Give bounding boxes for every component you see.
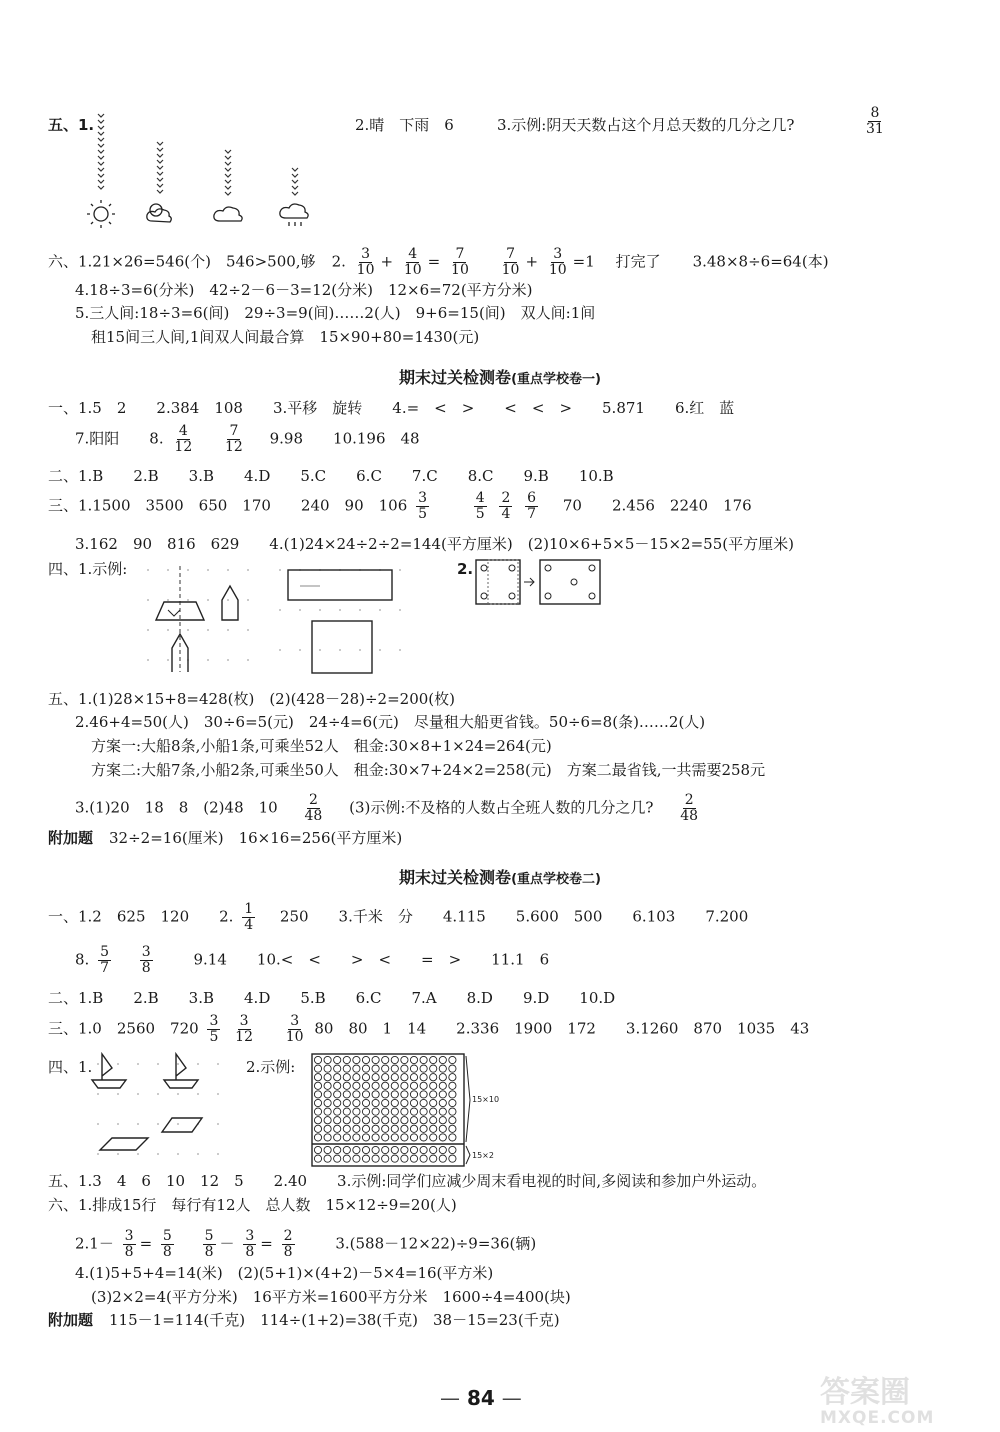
grid-circle xyxy=(391,1099,398,1106)
grid-circle xyxy=(324,1082,331,1089)
grid-circle xyxy=(324,1125,331,1132)
grid-circle xyxy=(372,1155,379,1162)
grid-circle xyxy=(420,1155,427,1162)
grid-circle xyxy=(439,1155,446,1162)
grid-label-1: 15×10 xyxy=(472,1095,500,1104)
grid-circle xyxy=(439,1117,446,1124)
grid-circle xyxy=(343,1117,350,1124)
grid-circle xyxy=(439,1134,446,1141)
grid-circle xyxy=(362,1082,369,1089)
section-5-label: 五、1. xyxy=(48,116,95,134)
grid-circle xyxy=(391,1065,398,1072)
grid-circle xyxy=(343,1108,350,1115)
grid-circle xyxy=(439,1099,446,1106)
grid-circle xyxy=(439,1125,446,1132)
grid-circle xyxy=(343,1082,350,1089)
grid-circle xyxy=(362,1125,369,1132)
grid-circle xyxy=(334,1134,341,1141)
grid-circle xyxy=(439,1065,446,1072)
grid-circle xyxy=(420,1065,427,1072)
grid-circle xyxy=(391,1155,398,1162)
grid-circle xyxy=(362,1108,369,1115)
exam2-part6-line1: 六、1.排成15行 每行有12人 总人数 15×12÷9=20(人) xyxy=(48,1196,457,1214)
grid-circle xyxy=(372,1056,379,1063)
grid-circle xyxy=(420,1117,427,1124)
grid-circle xyxy=(324,1056,331,1063)
grid-circle xyxy=(391,1108,398,1115)
grid-circle xyxy=(372,1091,379,1098)
grid-circle xyxy=(362,1074,369,1081)
grid-circle xyxy=(314,1099,321,1106)
grid-circle xyxy=(410,1099,417,1106)
grid-circle xyxy=(449,1146,456,1153)
q3-fraction: $\frac{8}{31}$ xyxy=(866,105,884,137)
grid-circle xyxy=(314,1134,321,1141)
grid-circle xyxy=(324,1134,331,1141)
grid-circle xyxy=(382,1082,389,1089)
grid-circle xyxy=(324,1108,331,1115)
grid-circle xyxy=(401,1117,408,1124)
grid-circle xyxy=(372,1117,379,1124)
exam2-part6-line3: 4.(1)5+5+4=14(米) (2)(5+1)×(4+2)－5×4=16(平方米) xyxy=(75,1264,494,1282)
grid-circle xyxy=(314,1125,321,1132)
exam2-part6-line4: (3)2×2=4(平方分米) 16平方米=1600平方分米 1600÷4=400(块) xyxy=(91,1288,571,1306)
exam2-boat-figure xyxy=(88,1052,248,1162)
grid-circle xyxy=(314,1117,321,1124)
grid-circle xyxy=(353,1146,360,1153)
exam1-part5-line3: 方案一:大船8条,小船1条,可乘坐52人 租金:30×8+1×24=264(元) xyxy=(91,737,552,755)
grid-circle xyxy=(362,1117,369,1124)
grid-circle xyxy=(420,1074,427,1081)
grid-circle xyxy=(382,1125,389,1132)
tick-column-2 xyxy=(157,142,163,193)
grid-circle xyxy=(401,1065,408,1072)
exam1-title: 期末过关检测卷(重点学校卷一) xyxy=(399,368,601,387)
grid-circle xyxy=(449,1125,456,1132)
grid-circle xyxy=(410,1117,417,1124)
grid-circle xyxy=(334,1091,341,1098)
grid-circle xyxy=(353,1155,360,1162)
grid-label-2: 15×2 xyxy=(472,1151,494,1160)
grid-circle xyxy=(334,1056,341,1063)
exam1-part1-line1: 一、1.5 2 2.384 108 3.平移 旋转 4.= < > < < > 5.871 6.红 蓝 xyxy=(48,399,735,417)
grid-circle xyxy=(439,1108,446,1115)
grid-circle xyxy=(449,1108,456,1115)
grid-circle xyxy=(314,1146,321,1153)
grid-circle xyxy=(449,1065,456,1072)
grid-circle xyxy=(382,1134,389,1141)
grid-circle xyxy=(353,1108,360,1115)
grid-circle xyxy=(391,1074,398,1081)
cloudy-icon xyxy=(214,207,242,221)
grid-circle xyxy=(449,1134,456,1141)
grid-circle xyxy=(430,1134,437,1141)
grid-circle xyxy=(430,1082,437,1089)
grid-circle xyxy=(401,1091,408,1098)
grid-circle xyxy=(420,1108,427,1115)
grid-circle xyxy=(430,1065,437,1072)
grid-circle xyxy=(362,1099,369,1106)
grid-circle xyxy=(382,1074,389,1081)
grid-circle xyxy=(353,1074,360,1081)
grid-circle xyxy=(324,1117,331,1124)
grid-circle xyxy=(410,1125,417,1132)
exam1-part4-q2-label: 2. xyxy=(457,560,474,578)
grid-circle xyxy=(382,1056,389,1063)
grid-circle xyxy=(353,1125,360,1132)
grid-circle xyxy=(334,1117,341,1124)
grid-circle xyxy=(382,1146,389,1153)
grid-circle xyxy=(334,1155,341,1162)
grid-circle xyxy=(382,1099,389,1106)
grid-circle xyxy=(449,1056,456,1063)
exam1-dice-figure xyxy=(474,558,604,608)
grid-circle xyxy=(420,1134,427,1141)
grid-circle xyxy=(410,1082,417,1089)
grid-circle xyxy=(401,1125,408,1132)
grid-circle xyxy=(343,1125,350,1132)
grid-circle xyxy=(372,1108,379,1115)
grid-circle xyxy=(430,1074,437,1081)
tick-column-3 xyxy=(225,150,231,195)
grid-circle xyxy=(430,1125,437,1132)
grid-circle xyxy=(324,1099,331,1106)
grid-circle xyxy=(314,1155,321,1162)
grid-circle xyxy=(343,1146,350,1153)
exam1-part3-line1: 三、1.1500 3500 650 170 240 90 106 $\frac{3}{5}$ $\frac{4}{5}$ $\frac{2}{4}$ $\frac{6}{7}$ 70 2.456 2240 176 xyxy=(48,490,752,522)
weather-chart xyxy=(80,108,340,233)
grid-circle xyxy=(314,1065,321,1072)
grid-circle xyxy=(430,1117,437,1124)
exam2-part3: 三、1.0 2560 720 $\frac{3}{5}$ $\frac{3}{12}$ $\frac{3}{10}$ 80 80 1 14 2.336 1900 172 3.1260 870 1035 43 xyxy=(48,1013,810,1045)
grid-circle xyxy=(391,1091,398,1098)
exam1-part1-line2: 7.阳阳 8. $\frac{4}{12}$ $\frac{7}{12}$ 9.98 10.196 48 xyxy=(75,423,420,455)
grid-circle xyxy=(334,1146,341,1153)
grid-circle xyxy=(343,1091,350,1098)
grid-circle xyxy=(314,1082,321,1089)
grid-circle xyxy=(420,1099,427,1106)
section-5-q3: 3.示例:阴天天数占这个月总天数的几分之几? xyxy=(497,116,795,134)
grid-circle xyxy=(353,1082,360,1089)
grid-circle xyxy=(391,1134,398,1141)
grid-circle xyxy=(391,1146,398,1153)
watermark-logo: 答案圈 MXQE.COM xyxy=(820,1375,935,1428)
grid-circle xyxy=(334,1108,341,1115)
grid-circle xyxy=(420,1082,427,1089)
grid-circle xyxy=(391,1082,398,1089)
grid-circle xyxy=(410,1134,417,1141)
grid-circle xyxy=(324,1091,331,1098)
grid-circle xyxy=(439,1091,446,1098)
grid-circle xyxy=(382,1065,389,1072)
exam2-part2: 二、1.B 2.B 3.B 4.D 5.B 6.C 7.A 8.D 9.D 10.D xyxy=(48,989,616,1007)
exam2-bonus: 附加题 115－1=114(千克) 114÷(1+2)=38(千克) 38－15=23(千克) xyxy=(48,1311,560,1329)
grid-circle xyxy=(401,1074,408,1081)
section-6-line3: 5.三人间:18÷3=6(间) 29÷3=9(间)……2(人) 9+6=15(间) 双人间:1间 xyxy=(75,304,596,322)
grid-circle xyxy=(372,1134,379,1141)
grid-circle xyxy=(314,1108,321,1115)
exam1-part5-line2: 2.46+4=50(人) 30÷6=5(元) 24÷4=6(元) 尽量租大船更省钱。50÷6=8(条)……2(人) xyxy=(75,713,706,731)
grid-circle xyxy=(439,1074,446,1081)
exam1-part5-line1: 五、1.(1)28×15+8=428(枚) (2)(428－28)÷2=200(枚) xyxy=(48,690,456,708)
tick-column-1 xyxy=(98,114,104,189)
grid-circle xyxy=(401,1146,408,1153)
exam2-part4-q2-label: 2.示例: xyxy=(246,1058,296,1076)
grid-circle xyxy=(430,1146,437,1153)
grid-circle xyxy=(449,1117,456,1124)
section-5-q2: 2.晴 下雨 6 xyxy=(355,116,454,134)
grid-circle xyxy=(372,1074,379,1081)
grid-circle xyxy=(401,1134,408,1141)
grid-circle xyxy=(391,1117,398,1124)
grid-circle xyxy=(353,1134,360,1141)
grid-circle xyxy=(439,1146,446,1153)
grid-circle xyxy=(449,1082,456,1089)
sun-icon xyxy=(87,200,115,228)
grid-circle xyxy=(353,1099,360,1106)
grid-circle xyxy=(362,1065,369,1072)
section-6-line4: 租15间三人间,1间双人间最合算 15×90+80=1430(元) xyxy=(91,328,480,346)
exam1-grid-figure xyxy=(140,562,420,682)
grid-circle xyxy=(362,1146,369,1153)
grid-circle xyxy=(449,1155,456,1162)
grid-circle xyxy=(410,1091,417,1098)
grid-circle xyxy=(372,1082,379,1089)
grid-circle xyxy=(314,1074,321,1081)
grid-circle xyxy=(353,1065,360,1072)
grid-circle xyxy=(401,1155,408,1162)
grid-circle xyxy=(410,1065,417,1072)
exam1-part5-line4: 方案二:大船7条,小船2条,可乘坐50人 租金:30×7+24×2=258(元) 方案二最省钱,一共需要258元 xyxy=(91,761,766,779)
grid-circle xyxy=(430,1155,437,1162)
grid-circle xyxy=(430,1099,437,1106)
grid-circle xyxy=(410,1108,417,1115)
exam2-part4-label: 四、1. xyxy=(48,1058,93,1076)
grid-circle xyxy=(420,1146,427,1153)
grid-circle xyxy=(362,1134,369,1141)
grid-circle xyxy=(334,1082,341,1089)
grid-circle xyxy=(430,1108,437,1115)
grid-circle xyxy=(401,1056,408,1063)
grid-circle xyxy=(334,1099,341,1106)
grid-circle xyxy=(449,1074,456,1081)
grid-circle xyxy=(430,1091,437,1098)
exam2-title: 期末过关检测卷(重点学校卷二) xyxy=(399,868,601,887)
grid-circle xyxy=(324,1074,331,1081)
grid-circle xyxy=(343,1099,350,1106)
exam1-part4-label: 四、1.示例: xyxy=(48,560,128,578)
grid-circle xyxy=(324,1146,331,1153)
grid-circle xyxy=(410,1056,417,1063)
exam1-bonus: 附加题 32÷2=16(厘米) 16×16=256(平方厘米) xyxy=(48,829,403,847)
grid-circle xyxy=(410,1146,417,1153)
rain-icon xyxy=(280,204,308,226)
grid-circle xyxy=(420,1091,427,1098)
grid-circle xyxy=(410,1074,417,1081)
grid-circle xyxy=(372,1125,379,1132)
exam1-part5-line5: 3.(1)20 18 8 (2)48 10 $\frac{2}{48}$ (3)示例:不及格的人数占全班人数的几分之几? $\frac{2}{48}$ xyxy=(75,792,699,824)
grid-circle xyxy=(362,1155,369,1162)
grid-circle xyxy=(362,1091,369,1098)
grid-circle xyxy=(334,1125,341,1132)
grid-circle xyxy=(334,1074,341,1081)
grid-circle xyxy=(410,1155,417,1162)
exam2-part1-line1: 一、1.2 625 120 2. $\frac{1}{4}$ 250 3.千米 分 4.115 5.600 500 6.103 7.200 xyxy=(48,901,749,933)
partly-cloudy-icon xyxy=(147,204,171,222)
grid-circle xyxy=(314,1091,321,1098)
exam1-part2: 二、1.B 2.B 3.B 4.D 5.C 6.C 7.C 8.C 9.B 10.B xyxy=(48,467,614,485)
grid-circle xyxy=(343,1074,350,1081)
grid-circle xyxy=(449,1099,456,1106)
grid-circle xyxy=(372,1065,379,1072)
grid-circle xyxy=(439,1056,446,1063)
exam1-part3-line2: 3.162 90 816 629 4.(1)24×24÷2÷2=144(平方厘米) (2)10×6+5×5－15×2=55(平方厘米) xyxy=(75,535,794,553)
grid-circle xyxy=(430,1056,437,1063)
grid-circle xyxy=(449,1091,456,1098)
grid-circle xyxy=(314,1056,321,1063)
grid-circle xyxy=(343,1056,350,1063)
section-6-line1: 六、1.21×26=546(个) 546>500,够 2. $\frac{3}{10}$ + $\frac{4}{10}$ = $\frac{7}{10}$ $\frac{7}{10}$ + $\frac{3}{10}$ =1 打完了 3.48×8÷6=64(本) xyxy=(48,246,829,278)
grid-circle xyxy=(324,1155,331,1162)
grid-circle xyxy=(401,1099,408,1106)
grid-circle xyxy=(401,1082,408,1089)
grid-circle xyxy=(324,1065,331,1072)
page-number: — 84 — xyxy=(440,1386,522,1410)
exam2-part6-line2: 2.1－ $\frac{3}{8}$ = $\frac{5}{8}$ $\frac{5}{8}$ － $\frac{3}{8}$ = $\frac{2}{8}$ 3.(588－12×22)÷9=36(辆) xyxy=(75,1228,537,1260)
grid-circle xyxy=(343,1065,350,1072)
grid-circle xyxy=(382,1108,389,1115)
exam2-part1-line2: 8. $\frac{5}{7}$ $\frac{3}{8}$ 9.14 10.< < > < = > 11.1 6 xyxy=(75,944,550,976)
grid-circle xyxy=(391,1056,398,1063)
exam2-dot-grid xyxy=(310,1052,515,1170)
grid-circle xyxy=(420,1125,427,1132)
tick-column-4 xyxy=(292,168,298,195)
grid-circle xyxy=(372,1099,379,1106)
exam2-part5: 五、1.3 4 6 10 12 5 2.40 3.示例:同学们应减少周末看电视的时间,多阅读和参加户外运动。 xyxy=(48,1172,767,1190)
grid-circle xyxy=(401,1108,408,1115)
grid-circle xyxy=(382,1117,389,1124)
grid-circle xyxy=(353,1117,360,1124)
grid-circle xyxy=(372,1146,379,1153)
grid-circle xyxy=(391,1125,398,1132)
grid-circle xyxy=(362,1056,369,1063)
grid-circle xyxy=(382,1091,389,1098)
grid-circle xyxy=(420,1056,427,1063)
grid-circle xyxy=(353,1056,360,1063)
grid-circle xyxy=(343,1155,350,1162)
grid-circle xyxy=(343,1134,350,1141)
grid-circle xyxy=(439,1082,446,1089)
grid-circle xyxy=(382,1155,389,1162)
grid-circle xyxy=(353,1091,360,1098)
grid-circle xyxy=(334,1065,341,1072)
section-6-line2: 4.18÷3=6(分米) 42÷2－6－3=12(分米) 12×6=72(平方分米) xyxy=(75,281,533,299)
